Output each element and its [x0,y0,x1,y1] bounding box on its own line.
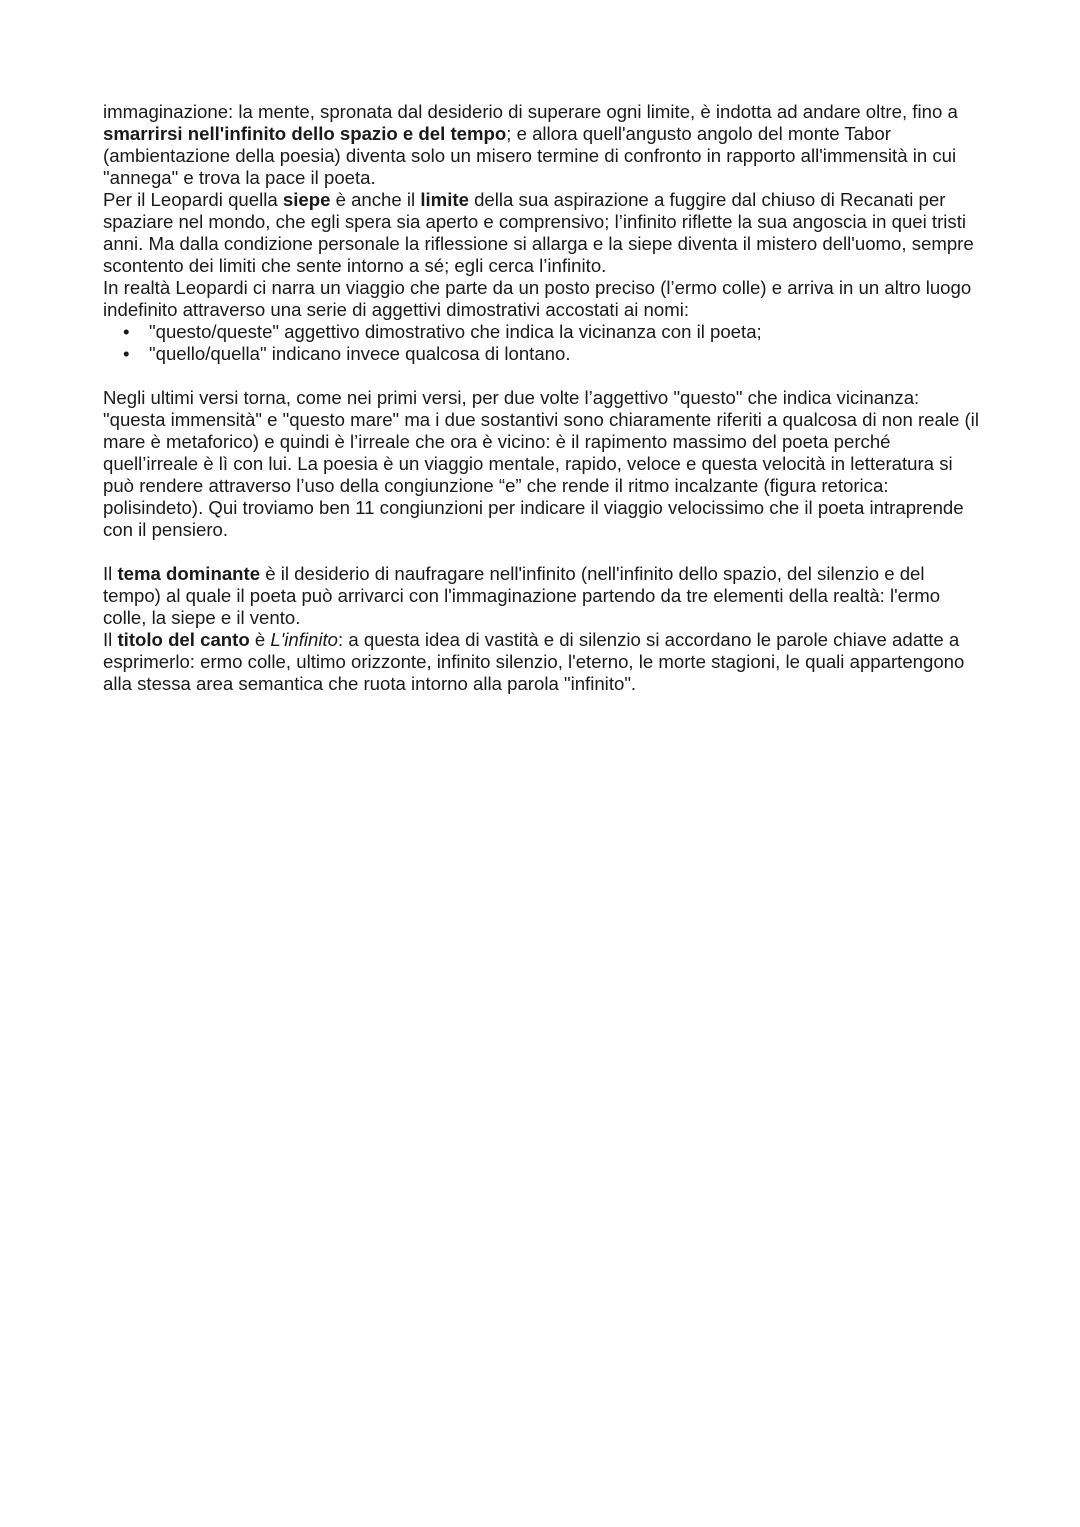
paragraph-spacer [103,365,980,387]
bullet-icon: • [123,343,130,364]
text-run: : a questa idea di vastità e di silenzio si accordano le parole chiave adatte a esprimerlo: ermo colle, ultimo orizzonte, infinito silenzio, l'eterno, le morte stagioni, le quali appartengono alla stessa area semantica che ruota intorno alla parola "infinito". [103,629,965,694]
bullet-list [103,321,980,365]
bold-word-limite: limite [420,189,469,210]
paragraph-immaginazione [103,101,980,189]
bold-phrase: tema dominante [117,563,261,584]
bold-word-siepe: siepe [282,189,331,210]
paragraph-ultimi-versi: Negli ultimi versi torna, come nei primi versi, per due volte l’aggettivo "questo" che indica vicinanza: "questa immensità" e "questo mare" ma i due sostantivi sono chiaramente riferiti a qualcosa di non reale (il mare è metaforico) e quindi è l’irreale che ora è vicino: è il rapimento massimo del poeta perché quell’irreale è lì con lui. La poesia è un viaggio mentale, rapido, veloce e questa velocità in letteratura si può rendere attraverso l’uso della congiunzione “e” che rende il ritmo incalzante (figura retorica: polisindeto). Qui troviamo ben 11 congiunzioni per indicare il viaggio velocissimo che il poeta intraprende con il pensiero. [103,387,979,540]
text-run: Il [103,563,118,584]
text-run: è [249,629,271,650]
text-run: Il [103,629,118,650]
paragraph-tema-dominante [103,563,980,629]
list-item-text: "quello/quella" indicano invece qualcosa di lontano. [149,343,571,364]
list-item-text: "questo/queste" aggettivo dimostrativo che indica la vicinanza con il poeta; [149,321,762,342]
bullet-icon: • [123,321,130,342]
text-run: Per il Leopardi quella [103,189,283,210]
text-run: ; e allora quell'angusto angolo del monte Tabor (ambientazione della poesia) diventa solo un misero termine di confronto in rapporto all'immensità in cui "annega" e trova la pace il poeta. [103,123,957,188]
list-item [103,321,980,343]
list-item [103,343,980,365]
text-run: della sua aspirazione a fuggire dal chiuso di Recanati per spaziare nel mondo, che egli spera sia aperto e comprensivo; l’infinito riflette la sua angoscia in quei tristi anni. Ma dalla condizione personale la riflessione si allarga e la siepe diventa il mistero dell'uomo, sempre scontento dei limiti che sente intorno a sé; egli cerca l’infinito. [103,189,974,276]
italic-title: L'infinito [270,629,339,650]
text-run: è anche il [330,189,421,210]
paragraph-siepe [103,189,980,277]
paragraph-viaggio: In realtà Leopardi ci narra un viaggio che parte da un posto preciso (l’ermo colle) e arriva in un altro luogo indefinito attraverso una serie di aggettivi dimostrativi accostati ai nomi: [103,277,972,320]
bold-phrase: smarrirsi nell'infinito dello spazio e del tempo [103,123,507,144]
paragraph-titolo-canto [103,629,980,695]
text-run: immaginazione: la mente, spronata dal desiderio di superare ogni limite, è indotta ad andare oltre, fino a [103,101,958,122]
bold-phrase: titolo del canto [117,629,250,650]
paragraph-spacer [103,541,980,563]
text-run: è il desiderio di naufragare nell'infinito (nell'infinito dello spazio, del silenzio e del tempo) al quale il poeta può arrivarci con l'immaginazione partendo da tre elementi della realtà: l'ermo colle, la siepe e il vento. [103,563,941,628]
